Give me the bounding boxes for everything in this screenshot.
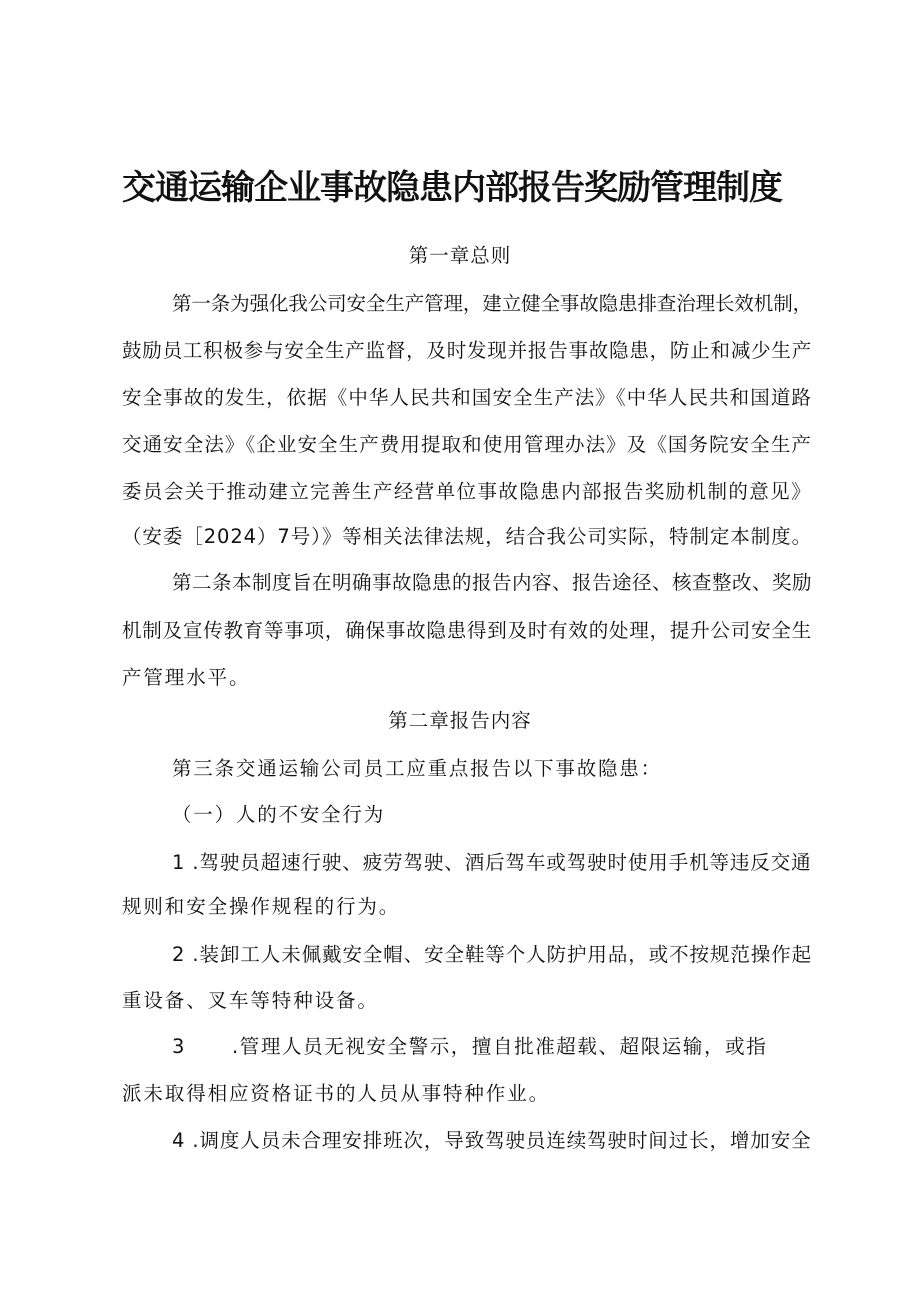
paragraph-line: （安委［2024）7号）》等相关法律法规，结合我公司实际，特制定本制度。 [122,525,812,548]
chapter-heading: 第一章总则 [408,244,512,267]
paragraph-line: 第三条交通运输公司员工应重点报告以下事故隐患： [172,757,662,780]
paragraph-line: 产管理水平。 [122,666,251,689]
chapter-heading: 第二章报告内容 [388,709,532,732]
list-item-line: 2 .装卸工人未佩戴安全帽、安全鞋等个人防护用品，或不按规范操作起 [172,943,812,966]
paragraph-line: 机制及宣传教育等事项，确保事故隐患得到及时有效的处理，提升公司安全生 [122,619,812,642]
paragraph-line: 安全事故的发生，依据《中华人民共和国安全生产法》《中华人民共和国道路 [122,386,812,409]
paragraph-line: 鼓励员工积极参与安全生产监督，及时发现并报告事故隐患，防止和减少生产 [122,339,812,362]
list-item-line: 派未取得相应资格证书的人员从事特种作业。 [122,1082,551,1105]
paragraph-line: 委员会关于推动建立完善生产经营单位事故隐患内部报告奖励机制的意见》 [122,480,812,503]
list-item-line: 1 .驾驶员超速行驶、疲劳驾驶、酒后驾车或驾驶时使用手机等违反交通 [172,851,812,874]
document-title: 交通运输企业事故隐患内部报告奖励管理制度 [122,168,782,208]
paragraph-line: 第一条为强化我公司安全生产管理，建立健全事故隐患排查治理长效机制， [172,292,812,315]
list-item-number: 3 [172,1035,186,1058]
list-item-line: .管理人员无视安全警示，擅自批准超载、超限运输，或指 [232,1035,768,1058]
list-item-line: 重设备、叉车等特种设备。 [122,989,379,1012]
paragraph-line: 交通安全法》《企业安全生产费用提取和使用管理办法》及《国务院安全生产 [122,433,812,456]
list-item-line: 4 .调度人员未合理安排班次，导致驾驶员连续驾驶时间过长，增加安全 [172,1129,812,1152]
section-heading: （一）人的不安全行为 [172,803,386,826]
list-item-line: 规则和安全操作规程的行为。 [122,895,401,918]
paragraph-line: 第二条本制度旨在明确事故隐患的报告内容、报告途径、核查整改、奖励 [172,571,812,594]
